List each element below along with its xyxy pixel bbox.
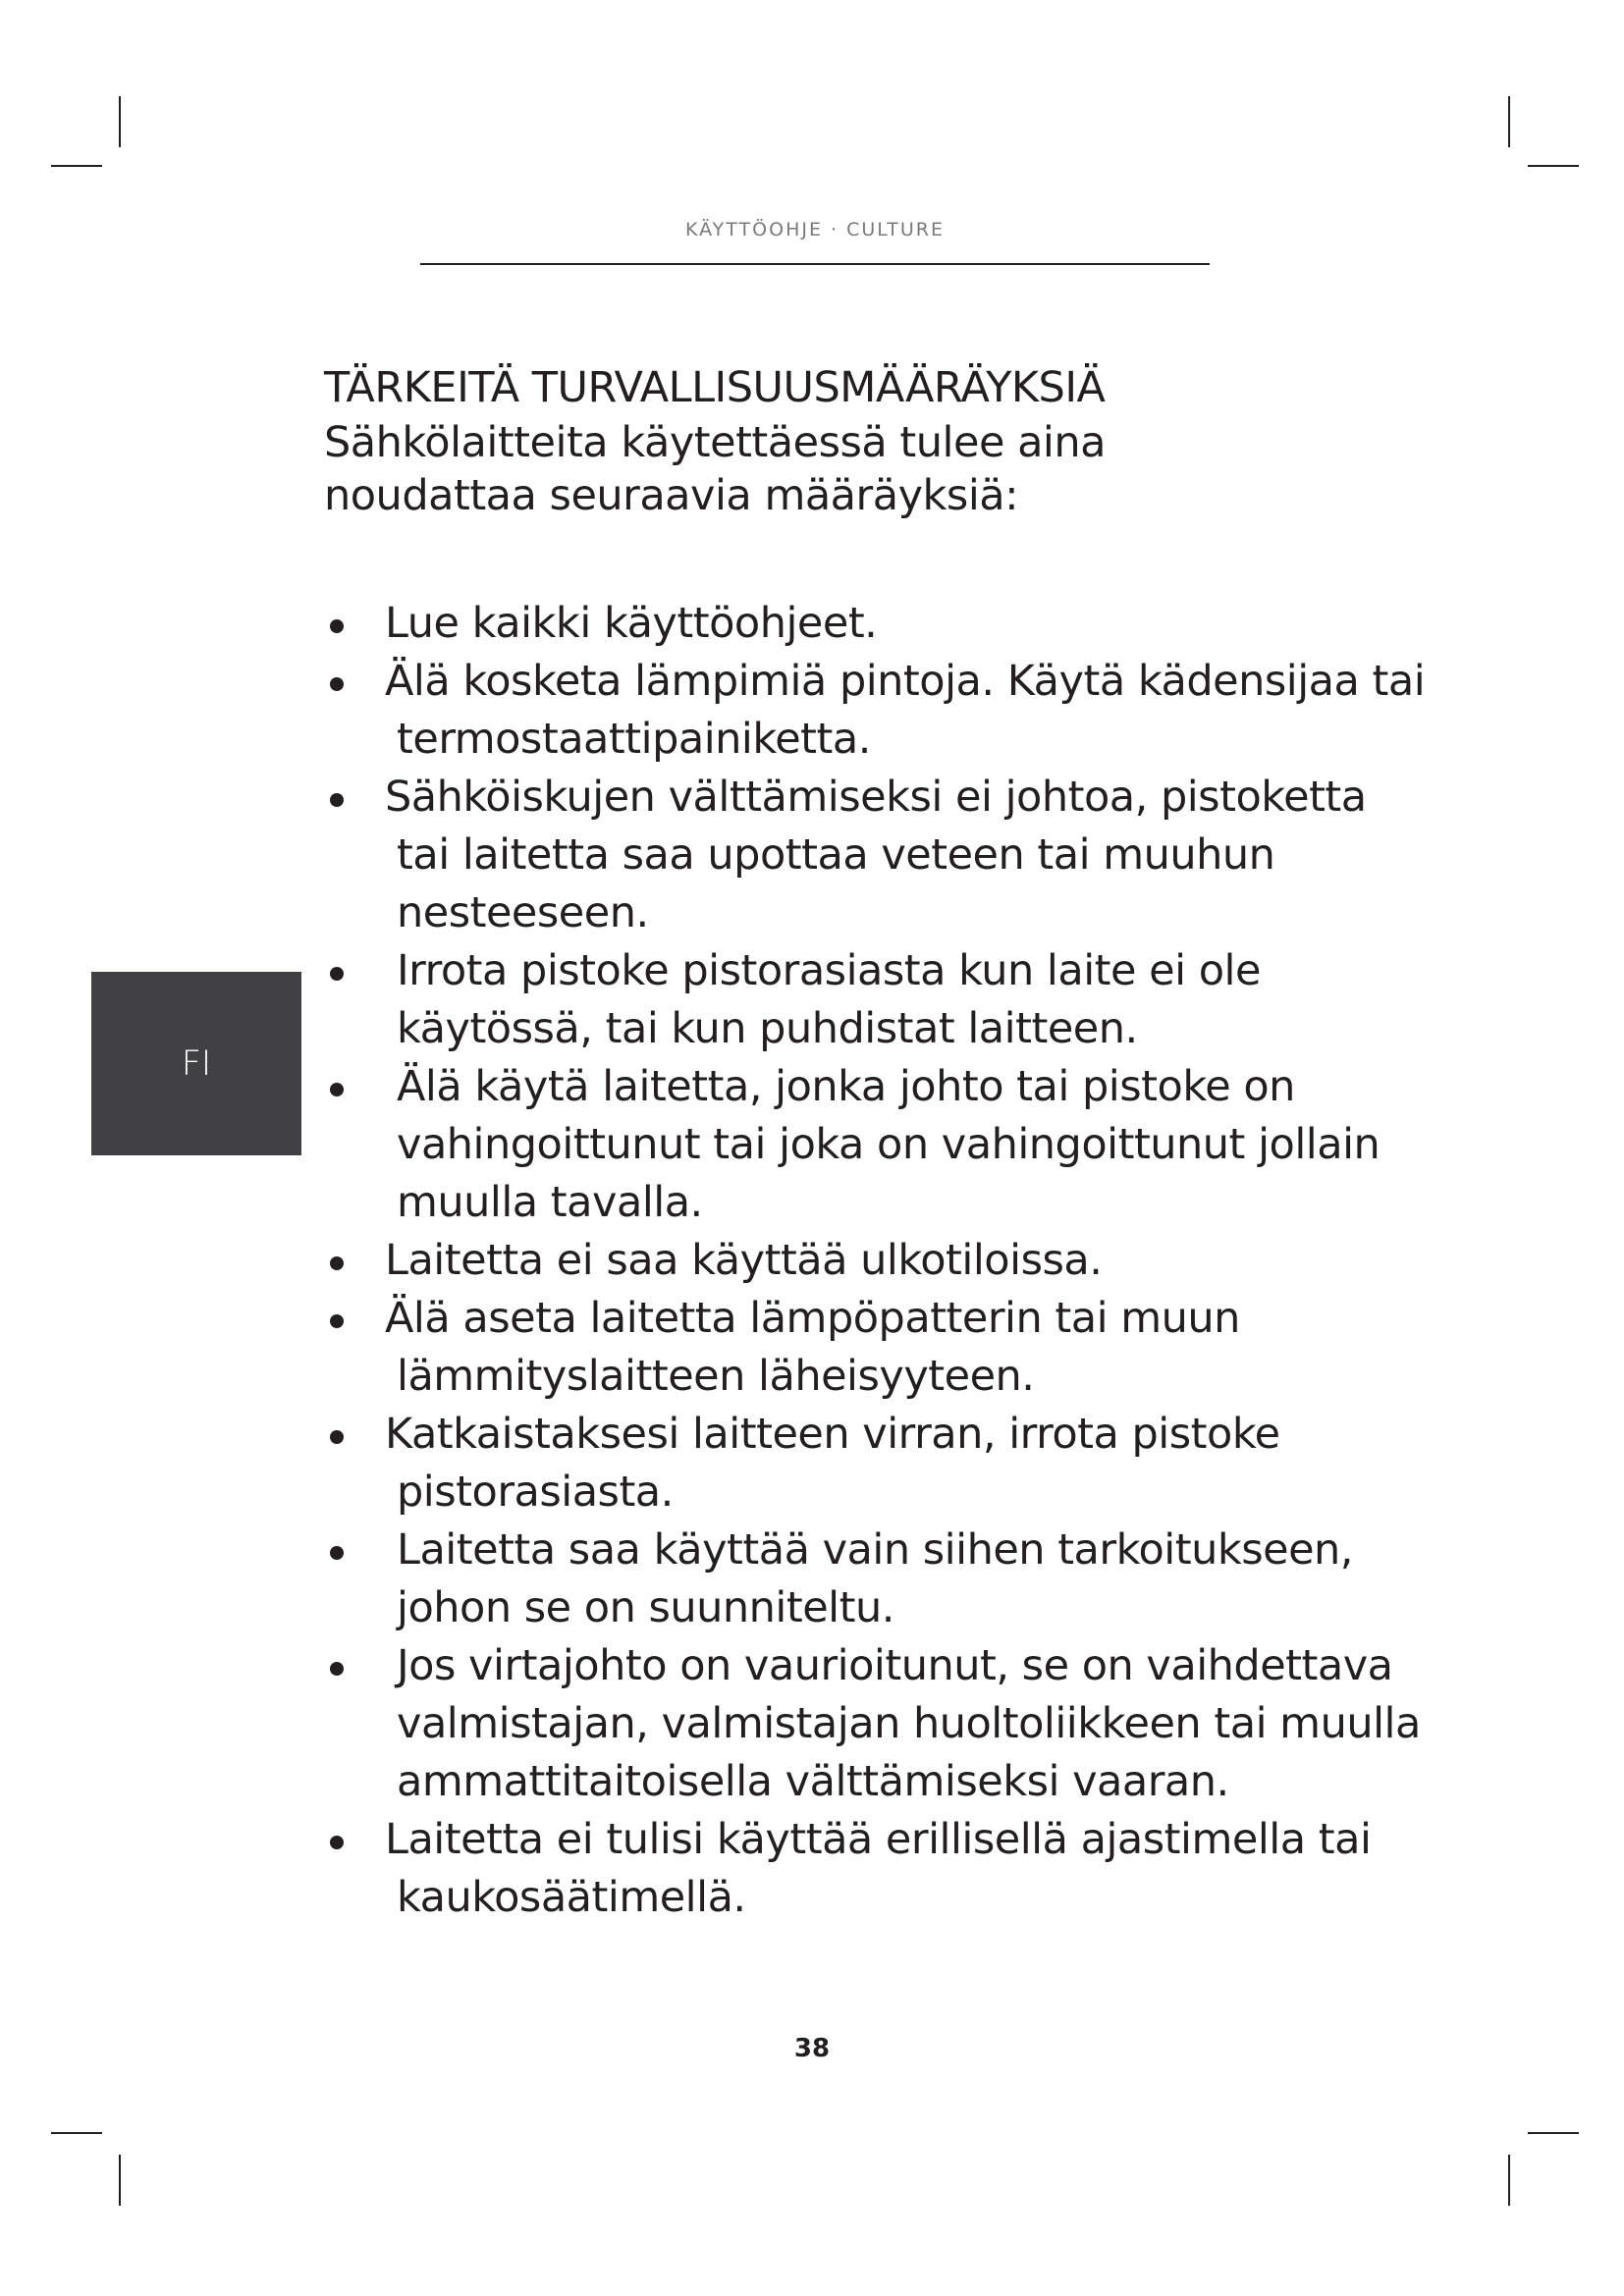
safety-item bbox=[324, 595, 1425, 653]
safety-item-text: Jos virtajohto on vaurioitunut, se on vaihdettava bbox=[397, 1641, 1393, 1690]
crop-mark bbox=[119, 96, 121, 147]
page-number: 38 bbox=[793, 2034, 831, 2063]
crop-mark bbox=[51, 165, 102, 167]
safety-item-text: Laitetta ei saa käyttää ulkotiloissa. bbox=[385, 1236, 1103, 1285]
crop-mark bbox=[1528, 2132, 1579, 2134]
safety-item-text: Laitetta saa käyttää vain siihen tarkoitukseen, bbox=[397, 1525, 1353, 1575]
crop-mark bbox=[119, 2155, 121, 2206]
safety-section bbox=[324, 359, 1426, 1922]
bullet-icon bbox=[330, 619, 344, 633]
safety-item-text: kaukosäätimellä. bbox=[397, 1873, 746, 1922]
safety-item-text: Älä aseta laitetta lämpöpatterin tai muun bbox=[385, 1294, 1240, 1343]
safety-item-text: Älä kosketa lämpimiä pintoja. Käytä kädensijaa tai bbox=[385, 657, 1426, 706]
bullet-icon bbox=[330, 1083, 344, 1096]
safety-item bbox=[324, 1522, 1425, 1637]
bullet-icon bbox=[330, 1256, 344, 1270]
safety-item-text: valmistajan, valmistajan huoltoliikkeen tai muulla bbox=[397, 1699, 1421, 1748]
bullet-icon bbox=[330, 1546, 344, 1560]
safety-item-text: johon se on suunniteltu. bbox=[397, 1583, 894, 1632]
safety-item-text: muulla tavalla. bbox=[397, 1178, 703, 1227]
safety-item-text: nesteeseen. bbox=[397, 888, 649, 937]
bullet-icon bbox=[330, 793, 344, 807]
safety-item bbox=[324, 1058, 1425, 1232]
safety-item bbox=[324, 653, 1425, 769]
safety-item-text: lämmityslaitteen läheisyyteen. bbox=[397, 1352, 1035, 1401]
safety-item-text: vahingoittunut tai joka on vahingoittunut jollain bbox=[397, 1120, 1380, 1169]
crop-mark bbox=[1528, 165, 1579, 167]
safety-item-text: Älä käytä laitetta, jonka johto tai pistoke on bbox=[397, 1062, 1295, 1111]
bullet-icon bbox=[330, 967, 344, 981]
language-tab bbox=[91, 972, 301, 1155]
crop-mark bbox=[51, 2132, 102, 2134]
safety-item bbox=[324, 942, 1425, 1058]
safety-item bbox=[324, 1406, 1425, 1522]
safety-list bbox=[324, 595, 1425, 1927]
safety-item-text: Lue kaikki käyttöohjeet. bbox=[385, 599, 878, 648]
section-title: TÄRKEITÄ TURVALLISUUSMÄÄRÄYKSIÄ bbox=[324, 363, 1106, 412]
bullet-icon bbox=[330, 1430, 344, 1444]
bullet-icon bbox=[330, 1662, 344, 1676]
safety-item bbox=[324, 1811, 1425, 1927]
safety-item-text: termostaattipainiketta. bbox=[397, 715, 871, 764]
running-header: KÄYTTÖOHJE · CULTURE bbox=[685, 219, 945, 240]
bullet-icon bbox=[330, 1314, 344, 1328]
safety-item bbox=[324, 769, 1425, 942]
crop-mark bbox=[1508, 96, 1510, 147]
safety-item-text: tai laitetta saa upottaa veteen tai muuhun bbox=[397, 830, 1275, 880]
bullet-icon bbox=[330, 1836, 344, 1849]
safety-item-text: Irrota pistoke pistorasiasta kun laite ei ole bbox=[397, 946, 1261, 995]
header-divider bbox=[420, 263, 1210, 265]
language-tab-label: FI bbox=[181, 1043, 212, 1084]
safety-item-text: Laitetta ei tulisi käyttää erillisellä ajastimella tai bbox=[385, 1815, 1372, 1864]
section-intro: Sähkölaitteita käytettäessä tulee aina noudattaa seuraavia määräyksiä: bbox=[324, 418, 1106, 520]
bullet-icon bbox=[330, 677, 344, 691]
crop-mark bbox=[1508, 2155, 1510, 2206]
safety-item bbox=[324, 1637, 1425, 1811]
safety-item bbox=[324, 1290, 1425, 1406]
safety-item-text: Katkaistaksesi laitteen virran, irrota pistoke bbox=[385, 1410, 1280, 1459]
safety-item-text: ammattitaitoisella välttämiseksi vaaran. bbox=[397, 1757, 1229, 1806]
safety-item bbox=[324, 1232, 1425, 1290]
safety-item-text: käytössä, tai kun puhdistat laitteen. bbox=[397, 1004, 1138, 1053]
safety-item-text: pistorasiasta. bbox=[397, 1468, 674, 1517]
safety-item-text: Sähköiskujen välttämiseksi ei johtoa, pistoketta bbox=[385, 773, 1367, 822]
